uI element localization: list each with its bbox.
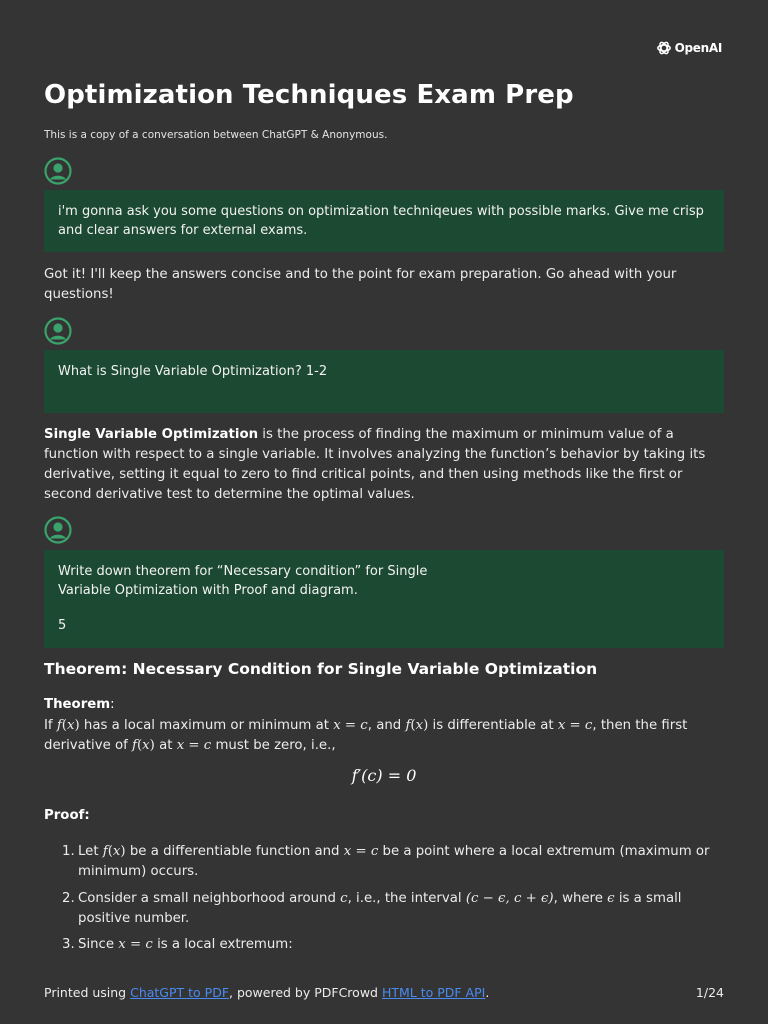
text: be a differentiable function and (125, 844, 344, 859)
text: Since (78, 937, 119, 952)
list-number: 2. (62, 890, 75, 906)
math-x: x (112, 844, 121, 859)
assistant-message-2 (44, 425, 724, 505)
math-c: c (340, 890, 348, 906)
page-title: Optimization Techniques Exam Prep (44, 80, 574, 110)
list-item (44, 889, 724, 929)
math: f(x) (132, 738, 155, 753)
theorem-statement (44, 716, 724, 756)
math-f: f (102, 844, 108, 859)
text: is a local extremum: (152, 937, 293, 952)
text: , where (553, 890, 608, 906)
user-avatar-icon (44, 157, 72, 185)
text: is differentiable at (428, 718, 558, 733)
math-f: f (132, 738, 137, 753)
math-interval: (c − ϵ, c + ϵ) (465, 890, 554, 906)
user-message-marks: 5 (58, 618, 67, 633)
text: Consider a small neighborhood around (78, 890, 341, 906)
math-x: x (343, 844, 352, 859)
text: , then the first derivative of (44, 718, 688, 753)
math-x: x (142, 738, 150, 753)
math-x: x (66, 718, 75, 733)
list-item (44, 842, 724, 882)
user-avatar-icon (44, 317, 72, 345)
answer-heading: Theorem: Necessary Condition for Single Variable Optimization (44, 660, 598, 678)
list-item (44, 935, 724, 955)
math-c: c (360, 718, 368, 733)
user-message-line: Variable Optimization with Proof and diagram. (58, 582, 358, 598)
math-x: x (333, 718, 341, 733)
theorem-label (44, 697, 115, 712)
math: f(x) (102, 844, 126, 859)
math-c: c (145, 937, 153, 952)
math (558, 718, 593, 733)
user-message-3 (44, 550, 724, 648)
user-message-2 (44, 350, 724, 413)
text: , i.e., the interval (347, 890, 466, 906)
math (344, 844, 379, 859)
footer-prefix: Printed using (44, 985, 131, 1000)
user-message-text: What is Single Variable Optimization? 1-2 (58, 364, 328, 379)
openai-logo-icon (656, 40, 672, 56)
math-eq: = (184, 738, 204, 753)
math-eq: = (565, 718, 585, 733)
openai-logo (656, 40, 722, 56)
html-to-pdf-api-link[interactable]: HTML to PDF API (381, 985, 486, 1000)
math-f: f (56, 718, 62, 733)
math (118, 937, 153, 952)
math (177, 738, 212, 753)
logo-text: OpenAI (674, 41, 722, 55)
math-x: x (176, 738, 185, 753)
assistant-text: is the process of finding the maximum or minimum value of a function with respect to a single variable. It involves analyzing the function’s behavior by taking its derivative, setting it equal to zero to find critical points, and then using methods like the first or second derivative test to determine the optimal values. (44, 427, 706, 502)
bold-term: Single Variable Optimization (44, 427, 259, 442)
page-subtitle: This is a copy of a conversation between ChatGPT & Anonymous. (44, 129, 388, 141)
assistant-message-1: Got it! I'll keep the answers concise and to the point for exam preparation. Go ahead with your questions! (44, 267, 677, 302)
list-number: 1. (62, 844, 75, 859)
text: is a small positive number. (78, 890, 682, 926)
list-number: 3. (62, 937, 75, 952)
text: must be zero, i.e., (211, 738, 336, 753)
math-x: x (415, 718, 424, 733)
text: at (154, 738, 177, 753)
math-c: c (203, 738, 212, 753)
footer-suffix: . (485, 985, 490, 1000)
text: If (44, 718, 57, 733)
footer-text (44, 985, 489, 1000)
theorem-label-text: Theorem (44, 697, 111, 712)
user-message-text: i'm gonna ask you some questions on optimization techniqeues with possible marks. Give me crisp and clear answers for external exams. (58, 204, 704, 238)
user-avatar-icon (44, 516, 72, 544)
math-x: x (557, 718, 566, 733)
text: , and (367, 718, 406, 733)
footer-middle: , powered by PDFCrowd (229, 985, 382, 1000)
page-number: 1/24 (695, 985, 724, 1000)
math-eq: = (125, 937, 146, 952)
page-footer (44, 985, 724, 1000)
math-eq: = (351, 844, 371, 859)
math-eq: = (340, 718, 361, 733)
math-c: c (370, 844, 379, 859)
user-message-1 (44, 190, 724, 252)
math-f: f (405, 718, 411, 733)
proof-label: Proof: (44, 808, 90, 823)
math-epsilon: ϵ (607, 890, 615, 906)
display-formula: f′(c) = 0 (351, 766, 417, 785)
math-c: c (584, 718, 593, 733)
math: f(x) (405, 718, 429, 733)
text: be a point where a local extremum (maximum or minimum) occurs. (78, 844, 710, 879)
text: Let (78, 844, 103, 859)
theorem-colon: : (110, 697, 115, 712)
user-message-line: Write down theorem for “Necessary condition” for Single (58, 564, 428, 579)
chatgpt-to-pdf-link[interactable]: ChatGPT to PDF (130, 985, 230, 1000)
proof-steps (44, 842, 724, 962)
math-x: x (118, 937, 126, 952)
math (333, 718, 368, 733)
math: f(x) (56, 718, 80, 733)
text: has a local maximum or minimum at (79, 718, 334, 733)
